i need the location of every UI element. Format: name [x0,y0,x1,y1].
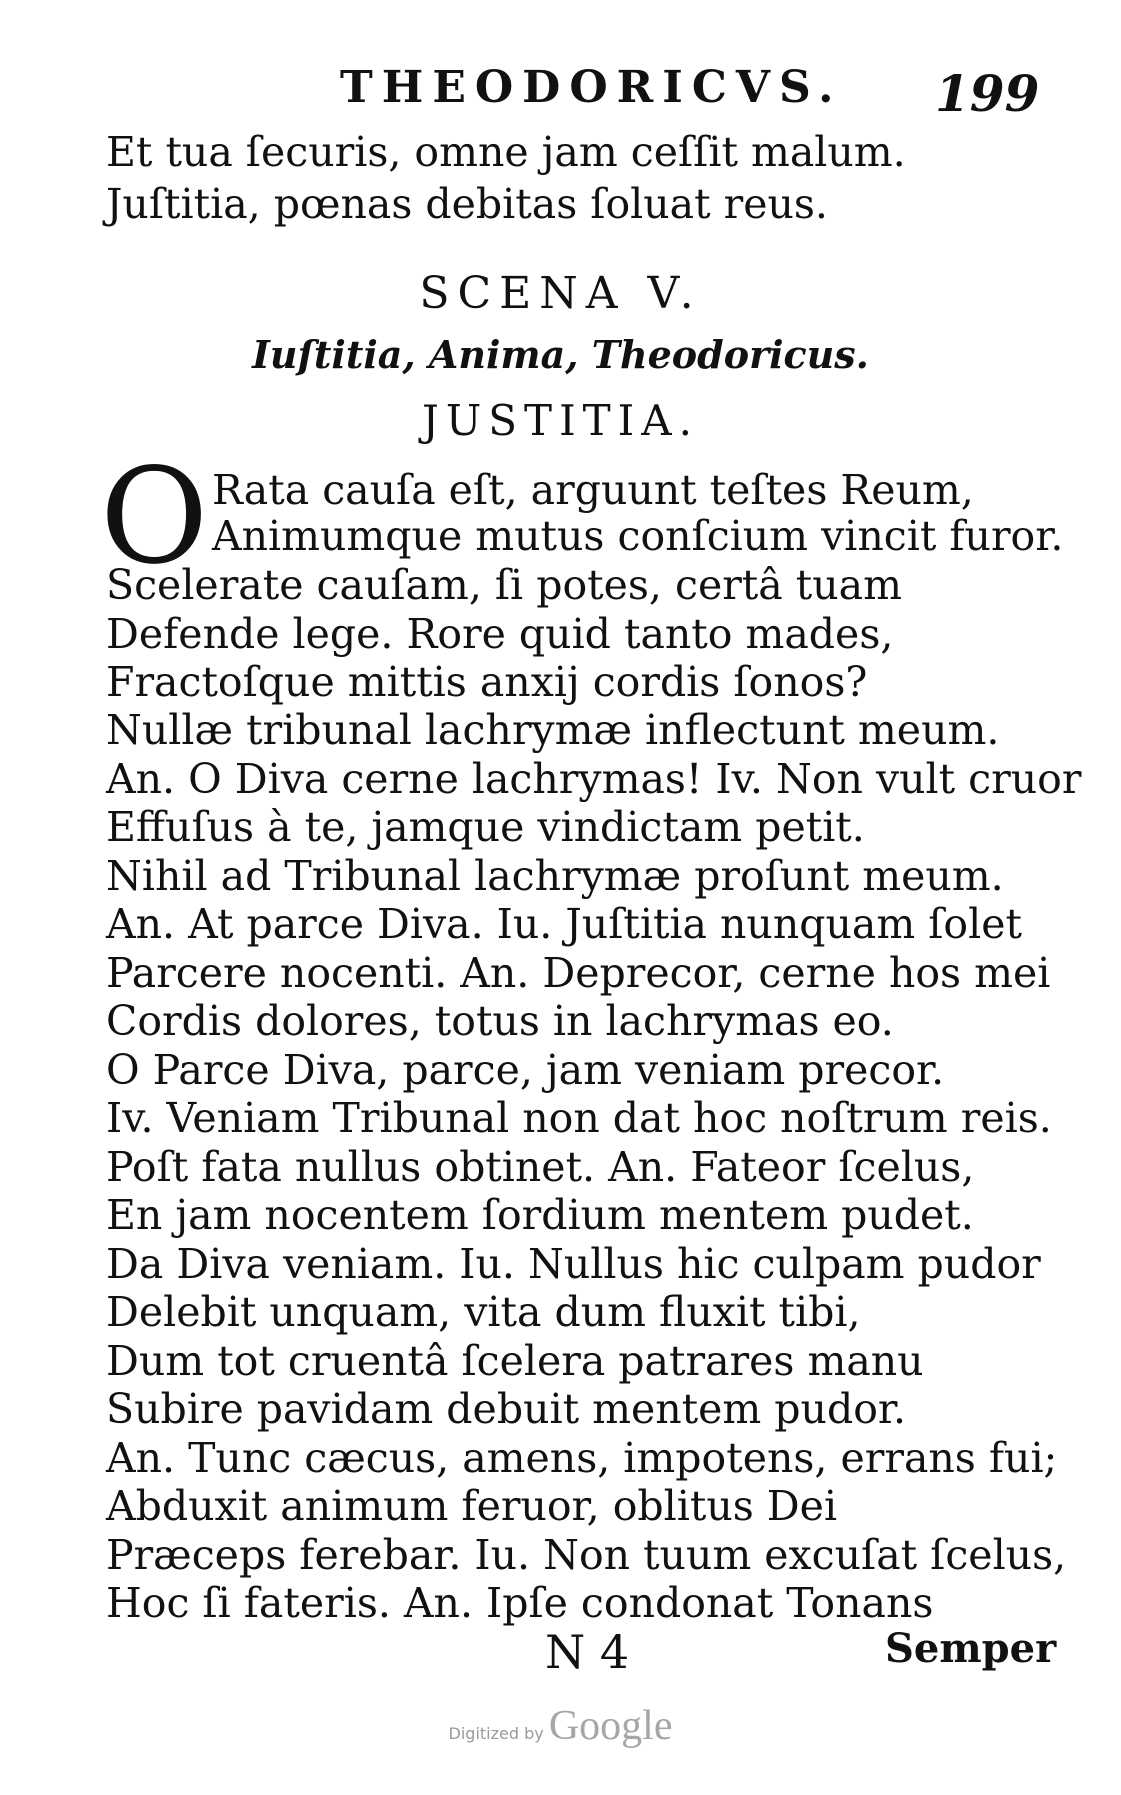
speaker-heading: JUSTITIA. [422,396,699,445]
scene-heading: SCENA V. [419,268,702,319]
verse-line: Dum tot cruentâ ſcelera patrares manu [106,1337,924,1385]
verse-line: Præceps ferebar. Iu. Non tuum excuſat ſcelus, [106,1531,1067,1579]
verse-line: Iv. Veniam Tribunal non dat hoc noſtrum reis. [106,1094,1052,1142]
verse-line: Rata cauſa eſt, arguunt teſtes Reum, [212,466,974,514]
verse-line: Delebit unquam, vita dum fluxit tibi, [106,1288,861,1336]
catchword: Semper [885,1625,1057,1672]
verse-line: Defende lege. Rore quid tanto mades, [106,610,894,658]
verse-line: Animumque mutus conſcium vincit furor. [212,512,1064,560]
verse-line: Fractoſque mittis anxij cordis ſonos? [106,658,868,706]
verse-line: An. Tunc cæcus, amens, impotens, errans fui; [106,1434,1058,1482]
verse-line: Da Diva veniam. Iu. Nullus hic culpam pudor [106,1240,1041,1288]
verse-line: O Parce Diva, parce, jam veniam precor. [106,1046,945,1094]
verse-line: Nullæ tribunal lachrymæ inflectunt meum. [106,706,1000,754]
verse-line: Nihil ad Tribunal lachrymæ proſunt meum. [106,852,1004,900]
watermark-brand: Google [548,1703,673,1749]
opening-line: Juſtitia, pœnas debitas ſoluat reus. [106,180,828,228]
verse-line: Effuſus à te, jamque vindictam petit. [106,803,865,851]
verse-line: Cordis dolores, totus in lachrymas eo. [106,997,894,1045]
verse-line: Hoc ſi fateris. An. Ipſe condonat Tonans [106,1579,934,1627]
verse-line: Subire pavidam debuit mentem pudor. [106,1385,907,1433]
digitization-watermark [0,1702,1121,1750]
watermark-prefix: Digitized by [448,1724,544,1743]
scene-persons: Iuſtitia, Anima, Theodoricus. [252,332,869,377]
verse-line: Scelerate cauſam, ſi potes, certâ tuam [106,561,902,609]
verse-line: An. O Diva cerne lachrymas! Iv. Non vult cruor [106,755,1082,803]
running-title: THEODORICVS. [340,62,843,113]
verse-line: An. At parce Diva. Iu. Juſtitia nunquam ſolet [106,900,1022,948]
verse-line: En jam nocentem ſordium mentem pudet. [106,1191,974,1239]
drop-capital: O [100,440,209,594]
verse-line: Parcere nocenti. An. Deprecor, cerne hos mei [106,949,1051,997]
running-head [0,58,1121,123]
verse-line: Abduxit animum feruor, oblitus Dei [106,1482,838,1530]
page-number: 199 [935,64,1040,123]
opening-line: Et tua ſecuris, omne jam ceſſit malum. [106,128,906,176]
verse-line: Poſt fata nullus obtinet. An. Fateor ſcelus, [106,1143,975,1191]
signature-mark: N 4 [545,1625,630,1679]
